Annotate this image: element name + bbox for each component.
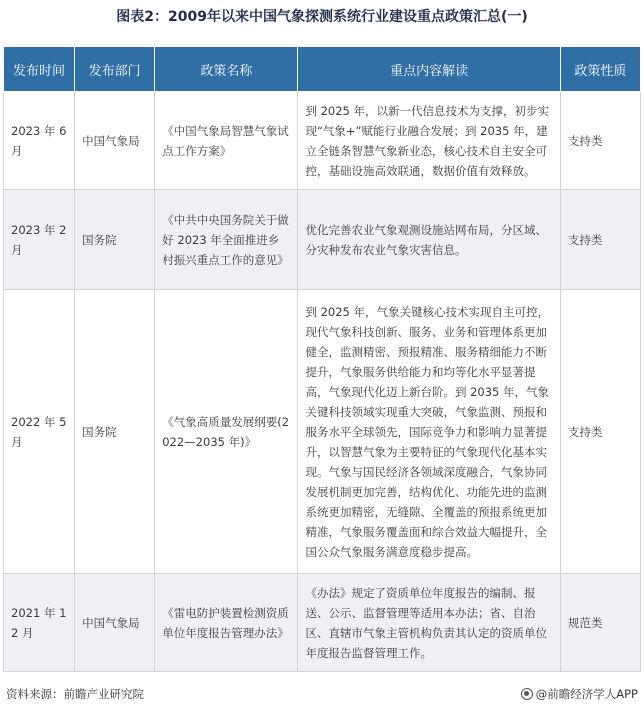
- table-header-row: [4, 47, 641, 92]
- cell-date: 2021 年 12 月: [4, 574, 75, 672]
- cell-type: 支持类: [560, 190, 640, 290]
- cell-content: 《办法》规定了资质单位年度报告的编制、报送、公示、监督管理等适用本办法；省、自治区、直辖市气象主管机构负责其认定的资质单位年度报告监督管理工作。: [298, 574, 560, 672]
- brand-credit: [521, 686, 638, 702]
- header-date: 发布时间: [4, 47, 75, 92]
- policy-table: [3, 46, 641, 672]
- table-row: [4, 290, 641, 574]
- header-type: 政策性质: [560, 47, 640, 92]
- brand-credit-text: @前瞻经济学人APP: [535, 687, 638, 701]
- brand-logo-icon: [521, 688, 533, 700]
- page-title: 图表2：2009年以来中国气象探测系统行业建设重点政策汇总(一): [116, 9, 528, 25]
- header-name: 政策名称: [155, 47, 298, 92]
- cell-name: 《中国气象局智慧气象试点工作方案》: [155, 92, 298, 190]
- cell-dept: 中国气象局: [75, 574, 155, 672]
- source-note: 资料来源：前瞻产业研究院: [6, 687, 144, 701]
- cell-content: 优化完善农业气象观测设施站网布局，分区域、分灾种发布农业气象灾害信息。: [298, 190, 560, 290]
- header-dept: 发布部门: [75, 47, 155, 92]
- cell-type: 支持类: [560, 92, 640, 190]
- cell-date: 2022 年 5 月: [4, 290, 75, 574]
- cell-dept: 国务院: [75, 290, 155, 574]
- cell-content: 到 2025 年，以新一代信息技术为支撑，初步实现“气象+”赋能行业融合发展；到 2035 年，建立全链条智慧气象新业态，核心技术自主安全可控，基础设施高效联通，数据价值有效释放。: [298, 92, 560, 190]
- cell-type: 规范类: [560, 574, 640, 672]
- cell-date: 2023 年 6 月: [4, 92, 75, 190]
- table-row: [4, 574, 641, 672]
- table-row: [4, 92, 641, 190]
- cell-type: 支持类: [560, 290, 640, 574]
- cell-dept: 国务院: [75, 190, 155, 290]
- header-content: 重点内容解读: [298, 47, 560, 92]
- table-row: [4, 190, 641, 290]
- cell-name: 《气象高质量发展纲要(2022—2035 年)》: [155, 290, 298, 574]
- cell-dept: 中国气象局: [75, 92, 155, 190]
- cell-date: 2023 年 2 月: [4, 190, 75, 290]
- cell-content: 到 2025 年，气象关键核心技术实现自主可控，现代气象科技创新、服务、业务和管理体系更加健全，监测精密、预报精准、服务精细能力不断提升，气象服务供给能力和均等化水平显著提高，气象现代化迈上新台阶。到 2035 年，气象关键科技领域实现重大突破，气象监测、预报和服务水平全球领先，国际竞争力和影响力显著提升，以智慧气象为主要特征的气象现代化基本实现。气象与国民经济各领域深度融合，气象协同发展机制更加完善，结构优化、功能先进的监测系统更加精密，无缝隙、全覆盖的预报系统更加精准，气象服务覆盖面和综合效益大幅提升，全国公众气象服务满意度稳步提高。: [298, 290, 560, 574]
- cell-name: 《雷电防护装置检测资质单位年度报告管理办法》: [155, 574, 298, 672]
- cell-name: 《中共中央国务院关于做好 2023 年全面推进乡村振兴重点工作的意见》: [155, 190, 298, 290]
